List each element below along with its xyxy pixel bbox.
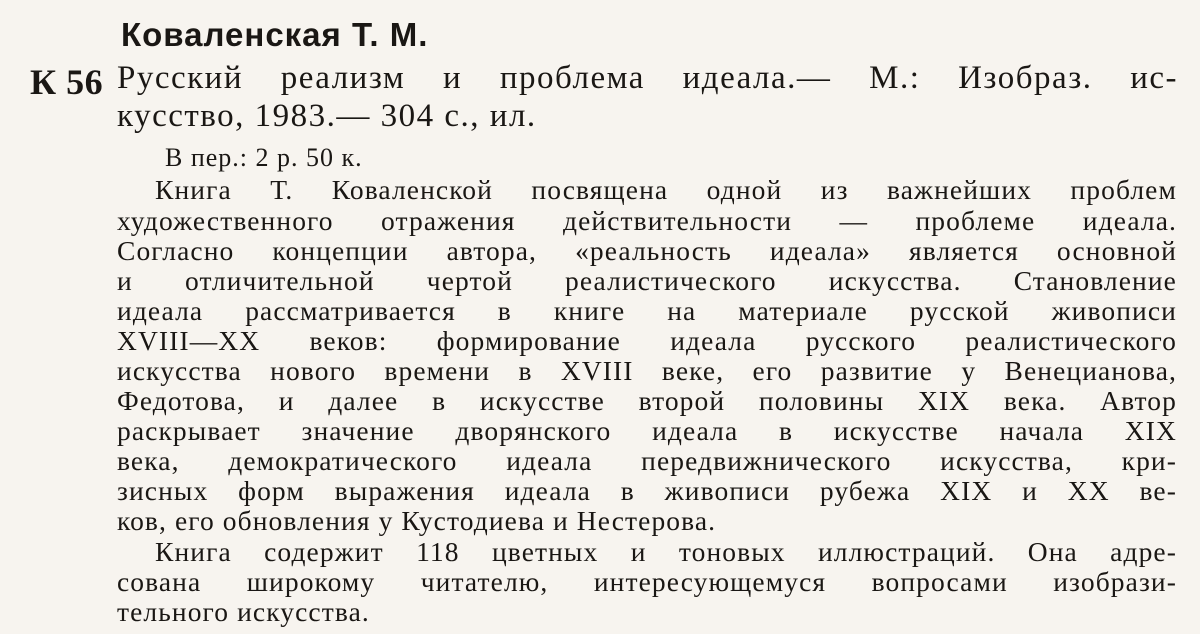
paragraph1-line: ков, его обновления у Кустодиева и Нестерова. <box>117 505 717 536</box>
paragraph1-line: и отличительной чертой реалистического искусства. Становление <box>117 265 1177 296</box>
paragraph1-line: века, демократического идеала передвижнического искусства, кри- <box>117 445 1177 476</box>
paragraph2-line: тельного искусства. <box>117 596 370 627</box>
paragraph1-line: XVIII—XX веков: формирование идеала русского реалистического <box>117 325 1177 356</box>
paragraph1-line: художественного отражения действительности — проблеме идеала. <box>117 205 1177 236</box>
paragraph1-line: Книга Т. Коваленской посвящена одной из важнейших проблем <box>155 174 1177 205</box>
paragraph2-line: сована широкому читателю, интересующемуся вопросами изобрази- <box>117 566 1177 597</box>
author-name: Коваленская Т. М. <box>121 16 429 53</box>
paragraph2-line: Книга содержит 118 цветных и тоновых иллюстраций. Она адре- <box>155 536 1177 567</box>
title-line-1: Русский реализм и проблема идеала.— М.: Изобраз. ис- <box>117 60 1178 96</box>
title-line-2: кусство, 1983.— 304 с., ил. <box>117 98 537 134</box>
paragraph1-line: Федотова, и далее в искусстве второй половины XIX века. Автор <box>117 385 1177 416</box>
paragraph1-line: раскрывает значение дворянского идеала в искусстве начала XIX <box>117 415 1177 446</box>
price-line: В пер.: 2 р. 50 к. <box>165 143 363 172</box>
paragraph1-line: идеала рассматривается в книге на материале русской живописи <box>117 295 1177 326</box>
library-code: К 56 <box>30 62 104 102</box>
paragraph1-line: искусства нового времени в XVIII веке, его развитие у Венецианова, <box>117 355 1177 386</box>
paragraph1-line: Согласно концепции автора, «реальность идеала» является основной <box>117 235 1177 266</box>
paragraph1-line: зисных форм выражения идеала в живописи рубежа XIX и XX ве- <box>117 475 1177 506</box>
